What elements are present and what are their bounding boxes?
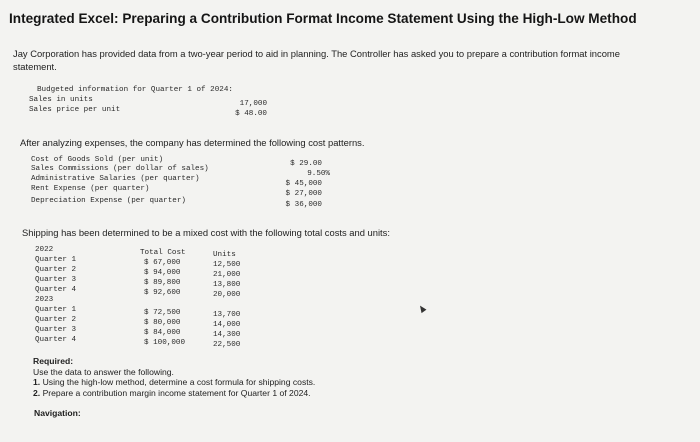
required-intro: Use the data to answer the following. [33,366,174,377]
quarter-label: Quarter 3 [35,276,77,284]
page-title: Integrated Excel: Preparing a Contribution Format Income Statement Using the High-Low Method [9,11,637,26]
budget-label-units: Sales in units [29,96,93,104]
column-header-total-cost: Total Cost [140,249,186,257]
total-cost-cell: $ 80,000 [144,319,181,327]
units-cell: 20,000 [213,291,241,299]
units-cell: 21,000 [213,271,241,279]
total-cost-cell: $ 92,600 [144,289,181,297]
required-item-text: Prepare a contribution margin income statement for Quarter 1 of 2024. [42,387,311,398]
navigation-label: Navigation: [34,408,81,418]
budget-value-price: $ 48.00 [235,110,267,118]
total-cost-cell: $ 89,800 [144,279,181,287]
quarter-label: Quarter 3 [35,326,77,334]
cost-value-rent: $ 27,000 [285,190,322,198]
units-cell: 14,300 [213,331,241,339]
budget-value-units: 17,000 [239,100,267,108]
required-item-number: 1. [33,377,41,387]
shipping-text: Shipping has been determined to be a mixed cost with the following total costs and units: [22,227,390,238]
budget-label-price: Sales price per unit [29,106,121,114]
intro-paragraph: Jay Corporation has provided data from a two-year period to aid in planning. The Controller has asked you to prepare a contribution format income statement. [13,48,620,72]
total-cost-cell: $ 67,000 [144,259,181,267]
cost-value-depreciation: $ 36,000 [285,201,322,209]
required-item [33,388,315,399]
cost-label-rent: Rent Expense (per quarter) [31,185,150,193]
units-cell: 13,700 [213,311,241,319]
cost-label-depreciation: Depreciation Expense (per quarter) [31,197,186,205]
quarter-label: Quarter 2 [35,316,77,324]
total-cost-cell: $ 72,500 [144,309,181,317]
required-item [33,377,315,388]
cost-label-cogs: Cost of Goods Sold (per unit) [31,156,164,164]
quarter-label: Quarter 1 [35,256,77,264]
cost-label-commissions: Sales Commissions (per dollar of sales) [31,165,209,173]
year-label: 2022 [35,246,54,254]
mouse-cursor-icon [418,304,427,313]
required-item-number: 2. [33,387,41,398]
quarter-label: Quarter 2 [35,266,77,274]
total-cost-cell: $ 84,000 [144,329,181,337]
required-heading: Required: [33,356,74,366]
column-header-units: Units [213,251,236,259]
quarter-label: Quarter 4 [35,336,77,344]
quarter-label: Quarter 4 [35,286,77,294]
year-label: 2023 [35,296,54,304]
units-cell: 12,500 [213,261,241,269]
total-cost-cell: $ 100,000 [144,339,186,347]
required-section [33,356,315,398]
cost-value-admin: $ 45,000 [285,180,322,188]
cost-value-commissions: 9.50% [307,170,330,178]
analysis-text: After analyzing expenses, the company has determined the following cost patterns. [20,137,365,148]
cost-label-admin: Administrative Salaries (per quarter) [31,175,200,183]
units-cell: 13,800 [213,281,241,289]
cost-value-cogs: $ 29.00 [290,160,322,168]
budget-heading: Budgeted information for Quarter 1 of 2024: [37,86,233,94]
required-item-text: Using the high-low method, determine a cost formula for shipping costs. [42,377,316,387]
quarter-label: Quarter 1 [35,306,77,314]
units-cell: 22,500 [213,341,241,349]
total-cost-cell: $ 94,000 [144,269,181,277]
units-cell: 14,000 [213,321,241,329]
